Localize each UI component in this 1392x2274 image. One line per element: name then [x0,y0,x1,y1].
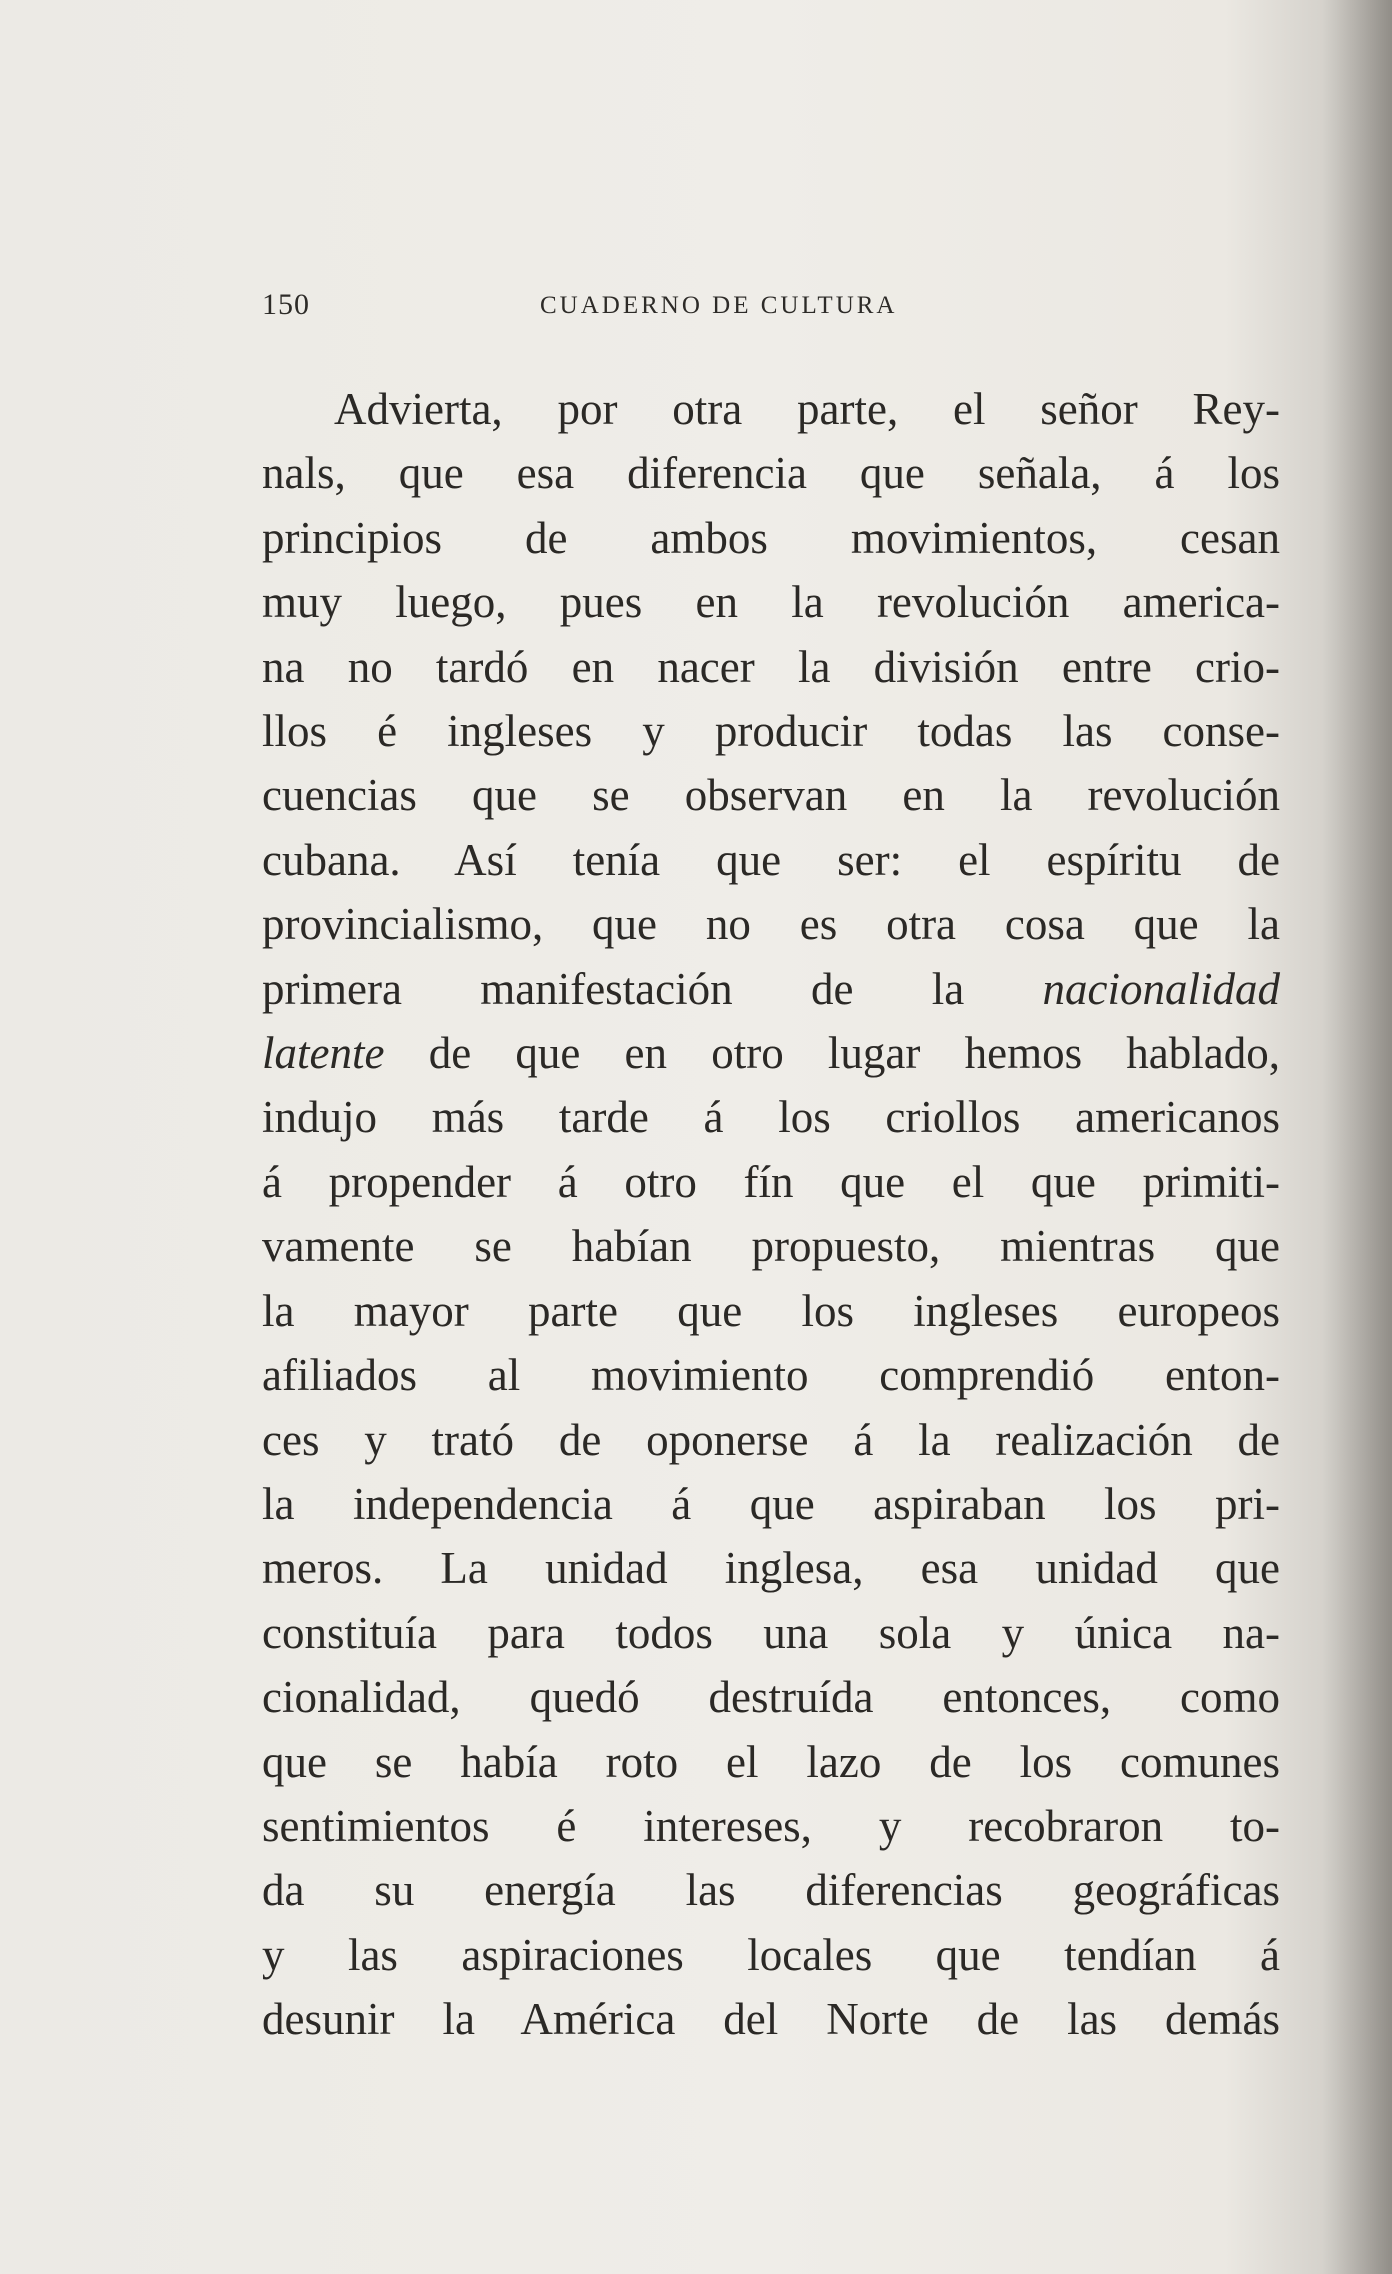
text-line: constituía para todos una sola y única na- [262,1607,1280,1658]
text-line: afiliados al movimiento comprendió enton- [262,1350,1280,1401]
text-fragment: primera manifestación de la [262,963,965,1014]
text-line: da su energía las diferencias geográficas [262,1865,1280,1916]
text-line: cubana. Así tenía que ser: el espíritu de [262,834,1280,885]
text-line: na no tardó en nacer la división entre crio- [262,641,1280,692]
text-line: que se había roto el lazo de los comunes [262,1736,1280,1787]
text-line: la mayor parte que los ingleses europeos [262,1285,1280,1336]
text-line: la independencia á que aspiraban los pri- [262,1478,1280,1529]
text-line [262,1021,1280,1085]
text-line: sentimientos é intereses, y recobraron to- [262,1800,1280,1851]
text-line: indujo más tarde á los criollos americanos [262,1092,1280,1143]
text-line: muy luego, pues en la revolución america- [262,577,1280,628]
text-line: ces y trató de oponerse á la realización de [262,1414,1280,1465]
text-line: provincialismo, que no es otra cosa que la [262,899,1280,950]
body-text [262,377,1280,2052]
text-line: meros. La unidad inglesa, esa unidad que [262,1543,1280,1594]
page-edge-shadow [1322,0,1392,2274]
text-line: Advierta, por otra parte, el señor Rey- [334,384,1280,434]
text-line [262,957,1280,1021]
running-head [262,288,1292,328]
italic-term: latente [262,1028,385,1079]
text-line: cuencias que se observan en la revolución [262,770,1280,821]
text-line: vamente se habían propuesto, mientras que [262,1221,1280,1272]
running-title: CUADERNO DE CULTURA [540,292,898,319]
italic-term: nacionalidad [1042,963,1280,1014]
text-line: principios de ambos movimientos, cesan [262,512,1280,563]
text-line: llos é ingleses y producir todas las conse- [262,706,1280,757]
text-fragment: de que en otro lugar hemos hablado, [428,1028,1281,1079]
text-line: nals, que esa diferencia que señala, á los [262,448,1280,499]
text-line: cionalidad, quedó destruída entonces, como [262,1672,1280,1723]
page-number: 150 [262,288,310,321]
text-line: desunir la América del Norte de las demás [262,1994,1280,2045]
text-line: á propender á otro fín que el que primiti- [262,1156,1280,1207]
text-line: y las aspiraciones locales que tendían á [262,1929,1280,1980]
